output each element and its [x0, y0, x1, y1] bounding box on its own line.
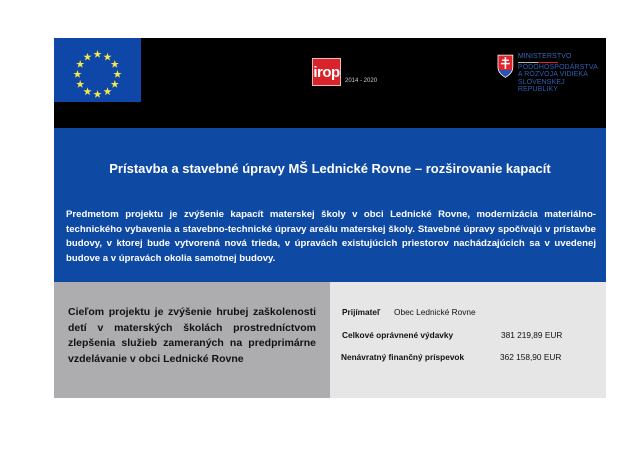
irop-logo — [312, 58, 377, 86]
irop-period: 2014 - 2020 — [345, 78, 378, 84]
eu-flag-icon — [54, 38, 141, 102]
project-description: Predmetom projektu je zvýšenie kapacít materskej školy v obci Lednické Rovne, modernizácia materiálno-technického vybavenia a stavebno-technické úpravy areálu materskej školy. Stavebné úpravy spočívajú v prístavbe budovy, v ktorej bude vytvorená nová trieda, v úpravách existujúcich priestorov nachádzajúcich sa v uvedenej budove a v úpravách okolia samotnej budovy. — [66, 209, 596, 264]
project-title: Prístavba a stavebné úpravy MŠ Lednické Rovne – rozširovanie kapacít — [109, 161, 551, 176]
project-summary-section — [54, 128, 606, 282]
ministry-logo — [497, 53, 606, 94]
project-details-section — [54, 282, 606, 398]
info-value: Obec Lednické Rovne — [394, 307, 476, 317]
info-value: 362 158,90 EUR — [500, 352, 562, 362]
slovak-coat-of-arms-icon — [497, 54, 514, 78]
ministry-line: PÔDOHOSPODÁRSTVA — [517, 63, 598, 71]
info-value: 381 219,89 EUR — [501, 330, 563, 340]
header-logo-bar — [54, 38, 606, 128]
info-row-recipient — [342, 307, 476, 317]
ministry-line: SLOVENSKEJ REPUBLIKY — [517, 78, 565, 94]
project-goal: Cieľom projektu je zvýšenie hrubej zaškolenosti detí v materských školách prostredníctvom zlepšenia služieb zameraných na predprimárne vzdelávanie v obci Lednické Rovne — [68, 306, 316, 365]
star-icon — [93, 50, 101, 58]
info-row-eligible-expenses — [342, 330, 563, 340]
info-label: Prijímateľ — [342, 307, 381, 317]
ministry-divider — [518, 62, 558, 63]
info-row-grant — [341, 352, 562, 362]
ministry-line: A ROZVOJA VIDIEKA — [517, 71, 588, 79]
info-label: Celkové oprávnené výdavky — [342, 330, 454, 340]
ministry-line: MINISTERSTVO — [517, 53, 572, 60]
project-info-box — [330, 282, 606, 398]
info-label: Nenávratný finančný príspevok — [341, 352, 465, 362]
irop-logo-icon: irop — [312, 58, 341, 86]
project-goal-box — [54, 282, 330, 398]
project-information-board — [54, 38, 606, 398]
ministry-name — [518, 53, 606, 94]
